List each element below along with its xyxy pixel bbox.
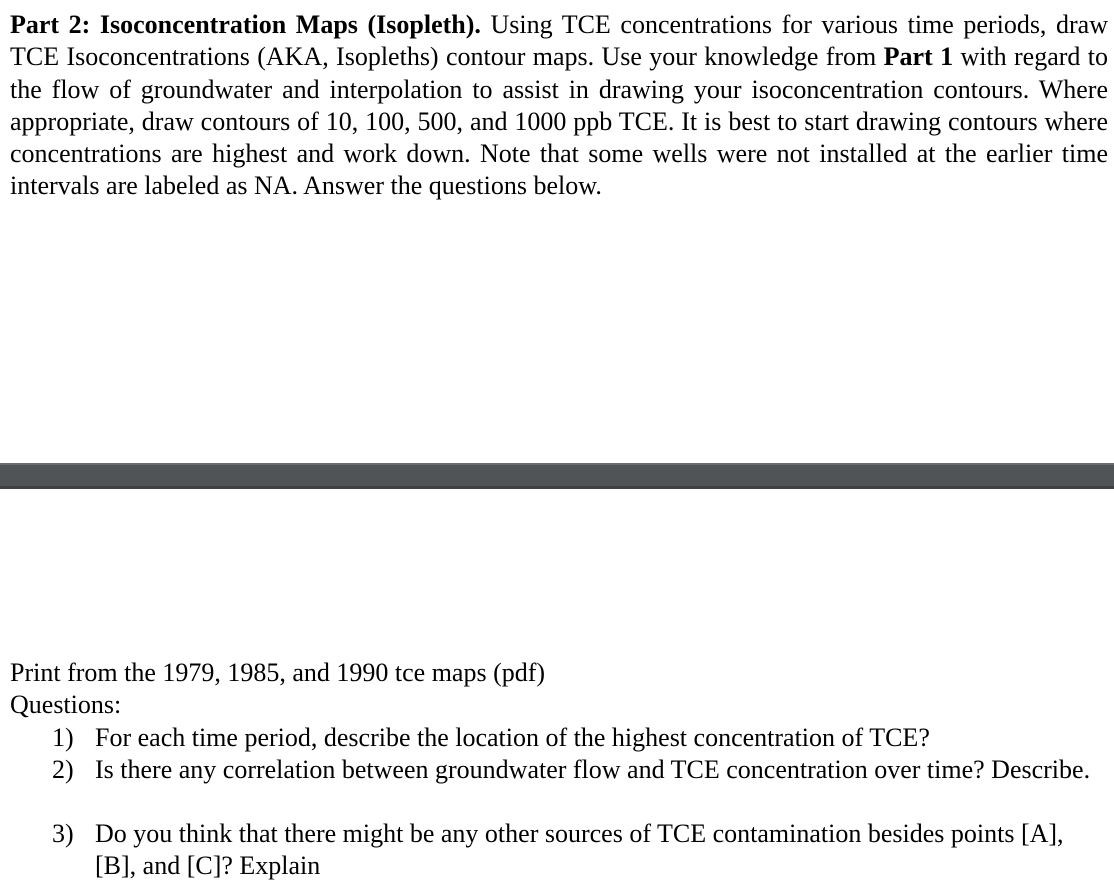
intro-text-1: Using TCE concentrations for various time periods, draw TCE Isoconcentrations (AKA, Isopleths) contour maps. Use your knowledge from <box>10 10 1108 72</box>
question-text: For each time period, describe the location of the highest concentration of TCE? <box>95 723 930 752</box>
print-instruction: Print from the 1979, 1985, and 1990 tce maps (pdf) <box>10 658 546 687</box>
question-text: Is there any correlation between groundwater flow and TCE concentration over time? Describe. <box>95 755 1091 784</box>
question-number: 3) <box>52 819 74 848</box>
intro-text-2: with regard to the flow of groundwater and interpolation to assist in drawing your isoconcentration contours. Where appropriate, draw contours of 10, 100, 500, and 1000 ppb TCE. It is best to start drawing contours where concentrations are highest and work down. Note that some wells were not installed at the earlier time intervals are labeled as NA. Answer the questions below. <box>10 42 1108 201</box>
intro-paragraph <box>10 9 1108 203</box>
section-heading: Part 2: Isoconcentration Maps (Isopleth). <box>10 10 481 39</box>
question-number: 2) <box>52 755 74 784</box>
question-text: Do you think that there might be any other sources of TCE contamination besides points [A], [B], and [C]? Explain <box>95 819 1064 880</box>
questions-heading: Questions: <box>10 690 122 719</box>
page-separator <box>0 463 1114 489</box>
question-number: 1) <box>52 723 74 752</box>
part-reference: Part 1 <box>883 42 954 72</box>
